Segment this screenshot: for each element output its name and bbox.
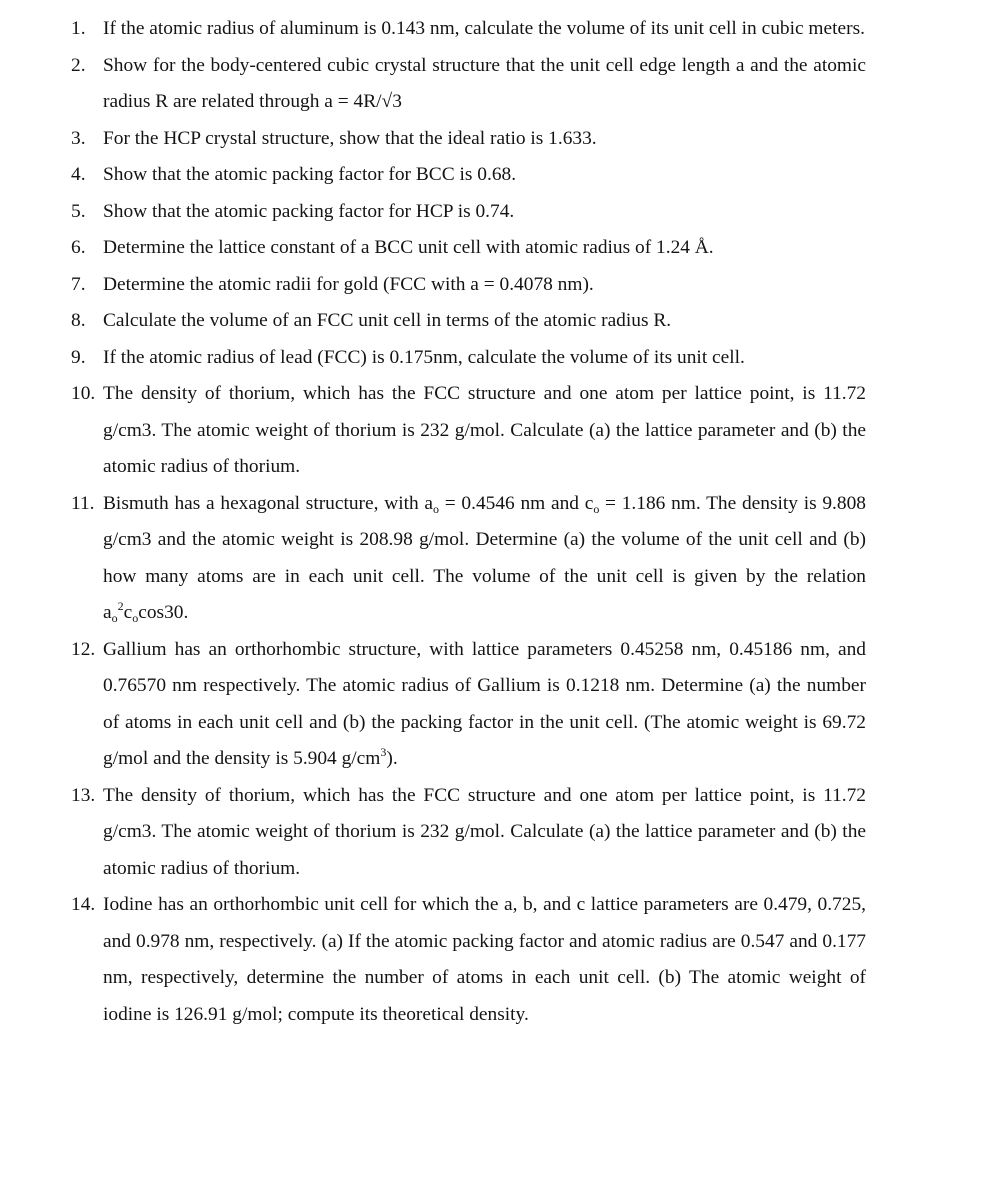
problem-text: If the atomic radius of aluminum is 0.143 nm, calculate the volume of its unit cell in cubic meters. xyxy=(103,18,865,39)
problem-item-12 xyxy=(0,632,866,778)
text-run: = 1.186 nm. The density is 9.808 g/cm3 and the atomic weight is 208.98 g/mol. Determine (a) the volume of the unit cell and (b) how many atoms are in each unit cell. The volume of the unit cell is given by the relation a xyxy=(103,492,866,623)
problem-number: 6. xyxy=(71,237,86,258)
problem-number: 8. xyxy=(71,310,86,331)
text-run: cos30. xyxy=(138,602,189,623)
text-run: Gallium has an orthorhombic structure, with lattice parameters 0.45258 nm, 0.45186 nm, and 0.76570 nm respectively. The atomic radius of Gallium is 0.1218 nm. Determine (a) the number of atoms in each unit cell and (b) the packing factor in the unit cell. (The atomic weight is 69.72 g/mol and the density is 5.904 g/cm xyxy=(103,638,866,769)
text-run: = 0.4546 nm and c xyxy=(439,492,594,514)
problem-text: Calculate the volume of an FCC unit cell in terms of the atomic radius R. xyxy=(103,310,672,331)
problem-number: 12. xyxy=(71,638,96,660)
problem-item-10 xyxy=(0,376,866,486)
problem-item-7 xyxy=(0,267,866,304)
problem-item-5 xyxy=(0,194,866,231)
problem-number: 5. xyxy=(71,200,86,222)
text-run: Bismuth has a hexagonal structure, with a xyxy=(103,492,434,514)
problem-number: 13. xyxy=(71,784,96,806)
problem-text xyxy=(103,639,866,770)
problem-number: 3. xyxy=(71,127,86,149)
problem-text: If the atomic radius of lead (FCC) is 0.175nm, calculate the volume of its unit cell. xyxy=(103,346,745,368)
problem-text: The density of thorium, which has the FCC structure and one atom per lattice point, is 11.72 g/cm3. The atomic weight of thorium is 232 g/mol. Calculate (a) the lattice parameter and (b) the atomic radius of thorium. xyxy=(103,383,866,477)
problem-item-14 xyxy=(0,887,866,1033)
problem-text: Determine the lattice constant of a BCC unit cell with atomic radius of 1.24 Å. xyxy=(103,237,714,258)
problem-item-13 xyxy=(0,778,866,888)
problem-number: 11. xyxy=(71,492,95,514)
problem-number: 10. xyxy=(71,383,96,404)
document-page xyxy=(0,11,993,1033)
problem-list xyxy=(0,11,993,1033)
problem-text: Show that the atomic packing factor for BCC is 0.68. xyxy=(103,164,517,185)
problem-text xyxy=(103,493,866,624)
text-run: c xyxy=(123,602,133,623)
problem-number: 4. xyxy=(71,164,86,185)
problem-item-4 xyxy=(0,157,866,194)
problem-text: Determine the atomic radii for gold (FCC with a = 0.4078 nm). xyxy=(103,273,594,295)
superscript-2: 2 xyxy=(117,599,124,613)
superscript-3: 3 xyxy=(380,745,387,759)
problem-number: 14. xyxy=(71,894,96,915)
subscript-o: o xyxy=(593,501,600,516)
problem-item-6 xyxy=(0,230,866,267)
text-run: ). xyxy=(386,748,398,769)
problem-item-3 xyxy=(0,121,866,158)
problem-number: 9. xyxy=(71,346,86,368)
problem-text: Iodine has an orthorhombic unit cell for which the a, b, and c lattice parameters are 0.479, 0.725, and 0.978 nm, respectively. (a) If the atomic packing factor and atomic radius are 0.547 and 0.177 nm, respectively, determine the number of atoms in each unit cell. (b) The atomic weight of iodine is 126.91 g/mol; compute its theoretical density. xyxy=(103,894,866,1025)
problem-text: Show for the body-centered cubic crystal structure that the unit cell edge length a and the atomic radius R are related through a = 4R/√3 xyxy=(103,54,866,112)
problem-number: 7. xyxy=(71,273,86,295)
problem-item-2 xyxy=(0,48,866,121)
subscript-o: o xyxy=(433,501,440,516)
problem-item-1 xyxy=(0,11,866,48)
problem-item-9 xyxy=(0,340,866,377)
problem-text: The density of thorium, which has the FCC structure and one atom per lattice point, is 11.72 g/cm3. The atomic weight of thorium is 232 g/mol. Calculate (a) the lattice parameter and (b) the atomic radius of thorium. xyxy=(103,784,866,879)
problem-number: 2. xyxy=(71,54,86,76)
problem-text: For the HCP crystal structure, show that the ideal ratio is 1.633. xyxy=(103,127,597,149)
subscript-o: o xyxy=(132,611,139,625)
problem-number: 1. xyxy=(71,18,86,39)
subscript-o: o xyxy=(111,611,118,625)
problem-item-8 xyxy=(0,303,866,340)
problem-text: Show that the atomic packing factor for HCP is 0.74. xyxy=(103,200,515,222)
problem-item-11 xyxy=(0,486,866,632)
